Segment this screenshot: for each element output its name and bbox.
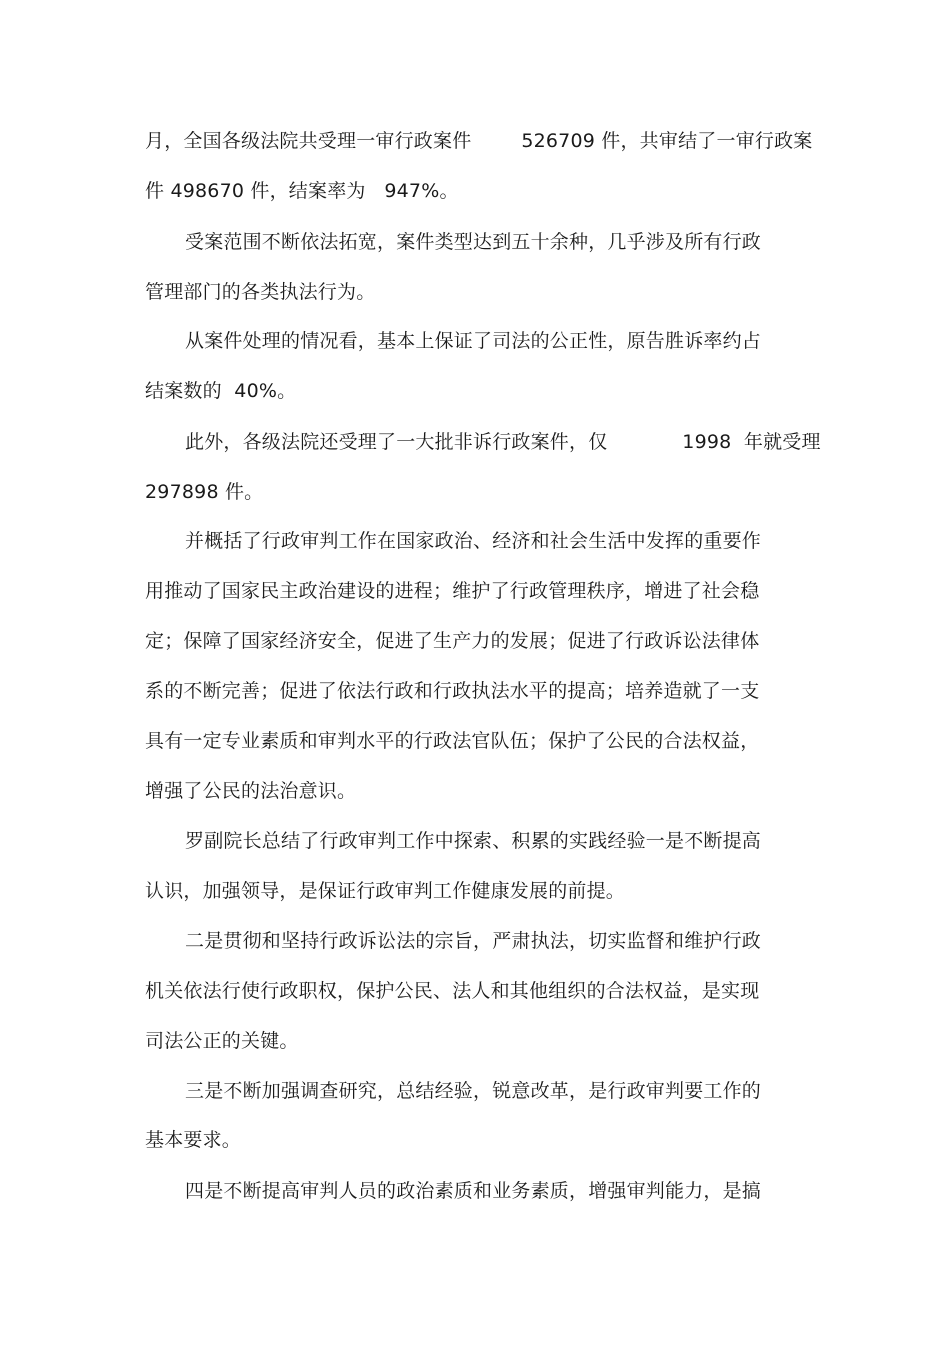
text-line-17: 二是贯彻和坚持行政诉讼法的宗旨，严肃执法，切实监督和维护行政 [185, 930, 762, 952]
text-line-11: 定；保障了国家经济安全，促进了生产力的发展；促进了行政诉讼法律体 [145, 630, 760, 652]
text-line-6: 结案数的 40%。 [145, 380, 297, 402]
text-line-7: 此外，各级法院还受理了一大批非诉行政案件，仅 1998 年就受理 [185, 431, 821, 453]
text-line-1: 月，全国各级法院共受理一审行政案件 526709 件，共审结了一审行政案 [145, 130, 813, 152]
text-line-22: 四是不断提高审判人员的政治素质和业务素质，增强审判能力，是搞 [185, 1180, 762, 1202]
text-line-8: 297898 件。 [145, 481, 264, 503]
text-line-5: 从案件处理的情况看，基本上保证了司法的公正性，原告胜诉率约占 [185, 330, 762, 352]
text-line-3: 受案范围不断依法拓宽，案件类型达到五十余种，几乎涉及所有行政 [185, 231, 762, 253]
text-line-14: 增强了公民的法治意识。 [145, 780, 357, 802]
text-line-20: 三是不断加强调查研究，总结经验，锐意改革，是行政审判要工作的 [185, 1080, 762, 1102]
text-line-18: 机关依法行使行政职权，保护公民、法人和其他组织的合法权益，是实现 [145, 980, 760, 1002]
text-line-9: 并概括了行政审判工作在国家政治、经济和社会生活中发挥的重要作 [185, 530, 762, 552]
text-line-16: 认识，加强领导，是保证行政审判工作健康发展的前提。 [145, 880, 626, 902]
text-line-4: 管理部门的各类执法行为。 [145, 281, 376, 303]
text-line-10: 用推动了国家民主政治建设的进程；维护了行政管理秩序，增进了社会稳 [145, 580, 760, 602]
text-line-15: 罗副院长总结了行政审判工作中探索、积累的实践经验一是不断提高 [185, 830, 762, 852]
text-line-21: 基本要求。 [145, 1129, 242, 1151]
text-line-13: 具有一定专业素质和审判水平的行政法官队伍；保护了公民的合法权益， [145, 730, 760, 752]
text-line-19: 司法公正的关键。 [145, 1030, 299, 1052]
text-line-12: 系的不断完善；促进了依法行政和行政执法水平的提高；培养造就了一支 [145, 680, 760, 702]
text-line-2: 件 498670 件，结案率为 947%。 [145, 180, 459, 202]
